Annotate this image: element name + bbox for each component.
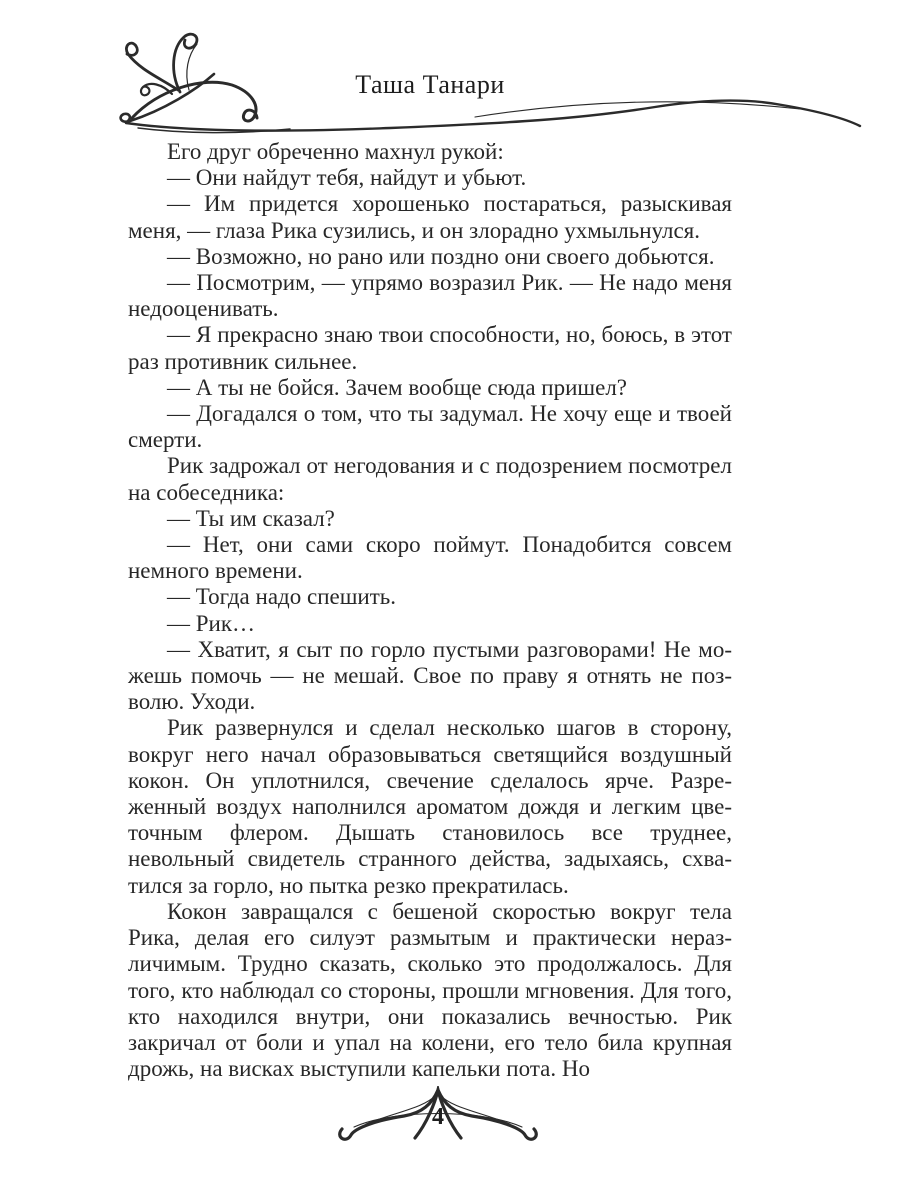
page-number: 4 [432, 1104, 444, 1130]
paragraph: — Посмотрим, — упрямо возразил Рик. — Не надо меня недооценивать. [128, 270, 732, 322]
paragraph: — Ты им сказал? [167, 505, 335, 531]
paragraph: Его друг обреченно махнул рукой: [167, 139, 504, 164]
paragraph: Рик развернулся и сделал несколько шагов в сторону, вокруг него начал образовываться светящийся воздушный кокон. Он уплотнился, свечение сделалось ярче. Разреженный воздух наполнился ароматом дождя и легким цветочным флером. Дышать становилось все труднее, невольный свидетель странного действа, задыхаясь, схватился за горло, но пытка резко прекратилась. [128, 715, 732, 898]
page-header-author: Таша Танари [355, 70, 505, 99]
book-text [128, 139, 732, 1082]
paragraph: — Я прекрасно знаю твои способности, но, боюсь, в этот раз противник сильнее. [128, 322, 732, 374]
paragraph: — Рик… [167, 610, 256, 636]
paragraph: — Хватит, я сыт по горло пустыми разговорами! Не можешь помочь — не мешай. Свое по праву я отнять не позволю. Уходи. [128, 636, 732, 715]
paragraph: — Они найдут тебя, найдут и убьют. [167, 165, 527, 191]
paragraph: — А ты не бойся. Зачем вообще сюда пришел? [167, 374, 627, 400]
paragraph: — Возможно, но рано или поздно они своего добьются. [167, 243, 715, 269]
paragraph: Рик задрожал от негодования и с подозрением посмотрел на собеседника: [128, 453, 732, 505]
paragraph: — Тогда надо спешить. [167, 584, 397, 610]
paragraph: Кокон завращался с бешеной скоростью вокруг тела Рика, делая его силуэт размытым и практически неразличимым. Трудно сказать, сколько это продолжалось. Для того, кто наблюдал со стороны, прошли мгновения. Для того, кто находился внутри, они показались вечностью. Рик закричал от боли и упал на колени, его тело била крупная дрожь, на висках выступили капельки пота. Но [128, 898, 732, 1082]
paragraph: — Догадался о том, что ты задумал. Не хочу еще и твоей смерти. [128, 401, 732, 453]
paragraph: — Нет, они сами скоро поймут. Понадобится совсем немного времени. [128, 532, 732, 584]
paragraph: — Им придется хорошенько постараться, разыскивая меня, — глаза Рика сузились, и он злорадно ухмыльнулся. [128, 191, 732, 243]
